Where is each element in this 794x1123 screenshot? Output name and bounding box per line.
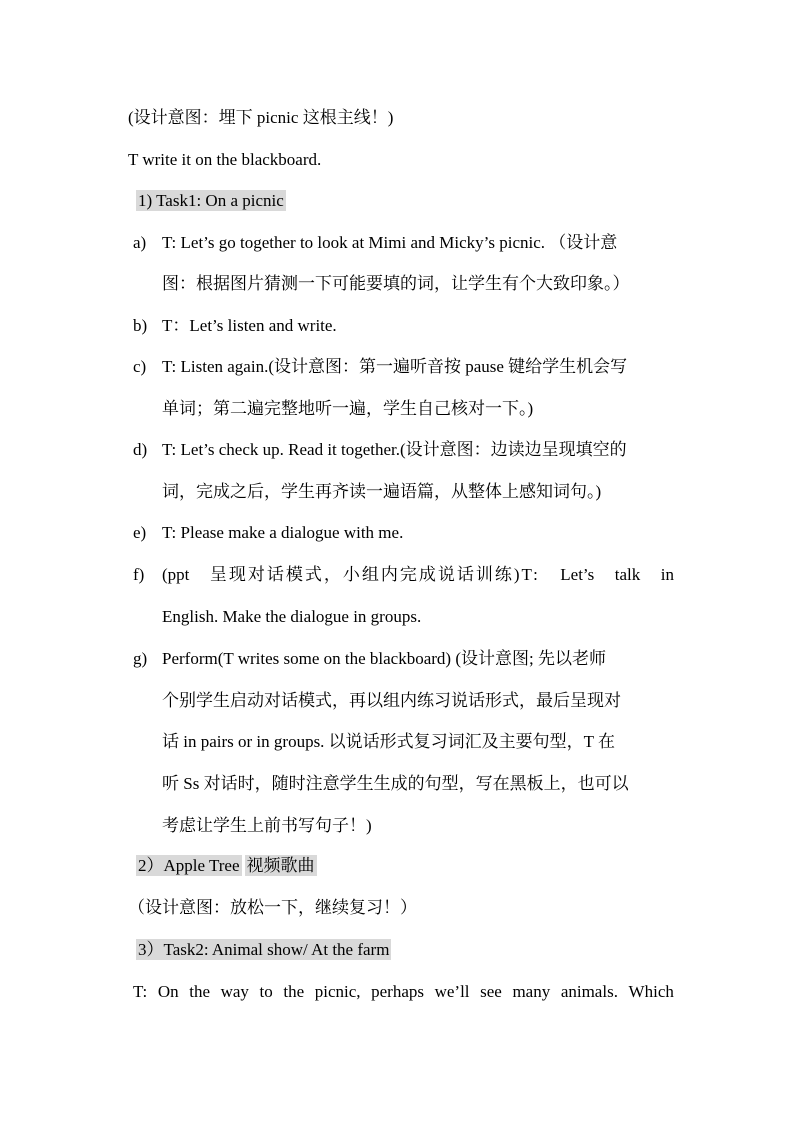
item-e-line-1: T: Please make a dialogue with me. [162,523,404,542]
f-word: (ppt [162,565,190,584]
item-d-label: d) [133,440,148,459]
item-f-line-2: English. Make the dialogue in groups. [162,607,422,626]
task1-highlight: 1) Task1: On a picnic [138,191,284,210]
design-intent-picnic: (设计意图：埋下 picnic 这根主线！) [128,108,394,127]
item-d-line-2: 词，完成之后，学生再齐读一遍语篇，从整体上感知词句。) [162,482,602,501]
task2-highlight: 3）Task2: Animal show/ At the farm [138,940,390,959]
f-word: in [660,565,674,584]
word: T: [133,982,148,1001]
word: see [480,982,502,1001]
item-c-line-1: T: Listen again.(设计意图：第一遍听音按 pause 键给学生机会写 [162,357,628,376]
word: many [512,982,551,1001]
blackboard-line: T write it on the blackboard. [128,150,322,169]
item-d-line-1: T: Let’s check up. Read it together.(设计意图：边读边呈现填空的 [162,440,627,459]
item-a-label: a) [133,233,147,252]
item-b-line-1: T：Let’s listen and write. [162,316,337,335]
item-a-line-1: T: Let’s go together to look at Mimi and Micky’s picnic. （设计意 [162,233,618,252]
item-g-line-4: 听 Ss 对话时，随时注意学生生成的句型，写在黑板上，也可以 [162,774,629,793]
item-f-label: f) [133,565,145,584]
apple-tree-label: 2）Apple Tree [138,856,240,875]
f-word: talk [614,565,641,584]
item-g-line-5: 考虑让学生上前书写句子！) [162,816,372,835]
item-b-label: b) [133,316,148,335]
f-word: 呈现对话模式，小组内完成说话训练)T: [209,565,540,584]
item-g-line-2: 个别学生启动对话模式，再以组内练习说话形式，最后呈现对 [162,691,621,710]
item-e-label: e) [133,523,147,542]
item-a-line-2: 图：根据图片猜测一下可能要填的词，让学生有个大致印象。） [162,274,630,293]
word: the [283,982,305,1001]
video-song-label: 视频歌曲 [246,856,315,875]
item-f-line-1 [162,564,674,586]
word: the [189,982,211,1001]
word: we’ll [434,982,470,1001]
word: On [157,982,179,1001]
word: to [259,982,273,1001]
apple-tree-heading [136,855,317,877]
item-g-line-1: Perform(T writes some on the blackboard) (设计意图; 先以老师 [162,649,606,668]
word: picnic, [314,982,361,1001]
item-g-label: g) [133,649,148,668]
word: way [220,982,249,1001]
word: perhaps [371,982,424,1001]
design-intent-relax: （设计意图：放松一下，继续复习！） [128,898,417,917]
word: animals. [560,982,618,1001]
f-word: Let’s [560,565,595,584]
task2-heading [136,939,391,961]
task1-heading [136,190,286,212]
word: Which [628,982,674,1001]
item-c-label: c) [133,357,147,376]
item-g-line-3: 话 in pairs or in groups. 以说话形式复习词汇及主要句型，T 在 [162,732,616,751]
task2-intro-line [133,981,674,1003]
item-c-line-2: 单词；第二遍完整地听一遍，学生自己核对一下。) [162,399,534,418]
